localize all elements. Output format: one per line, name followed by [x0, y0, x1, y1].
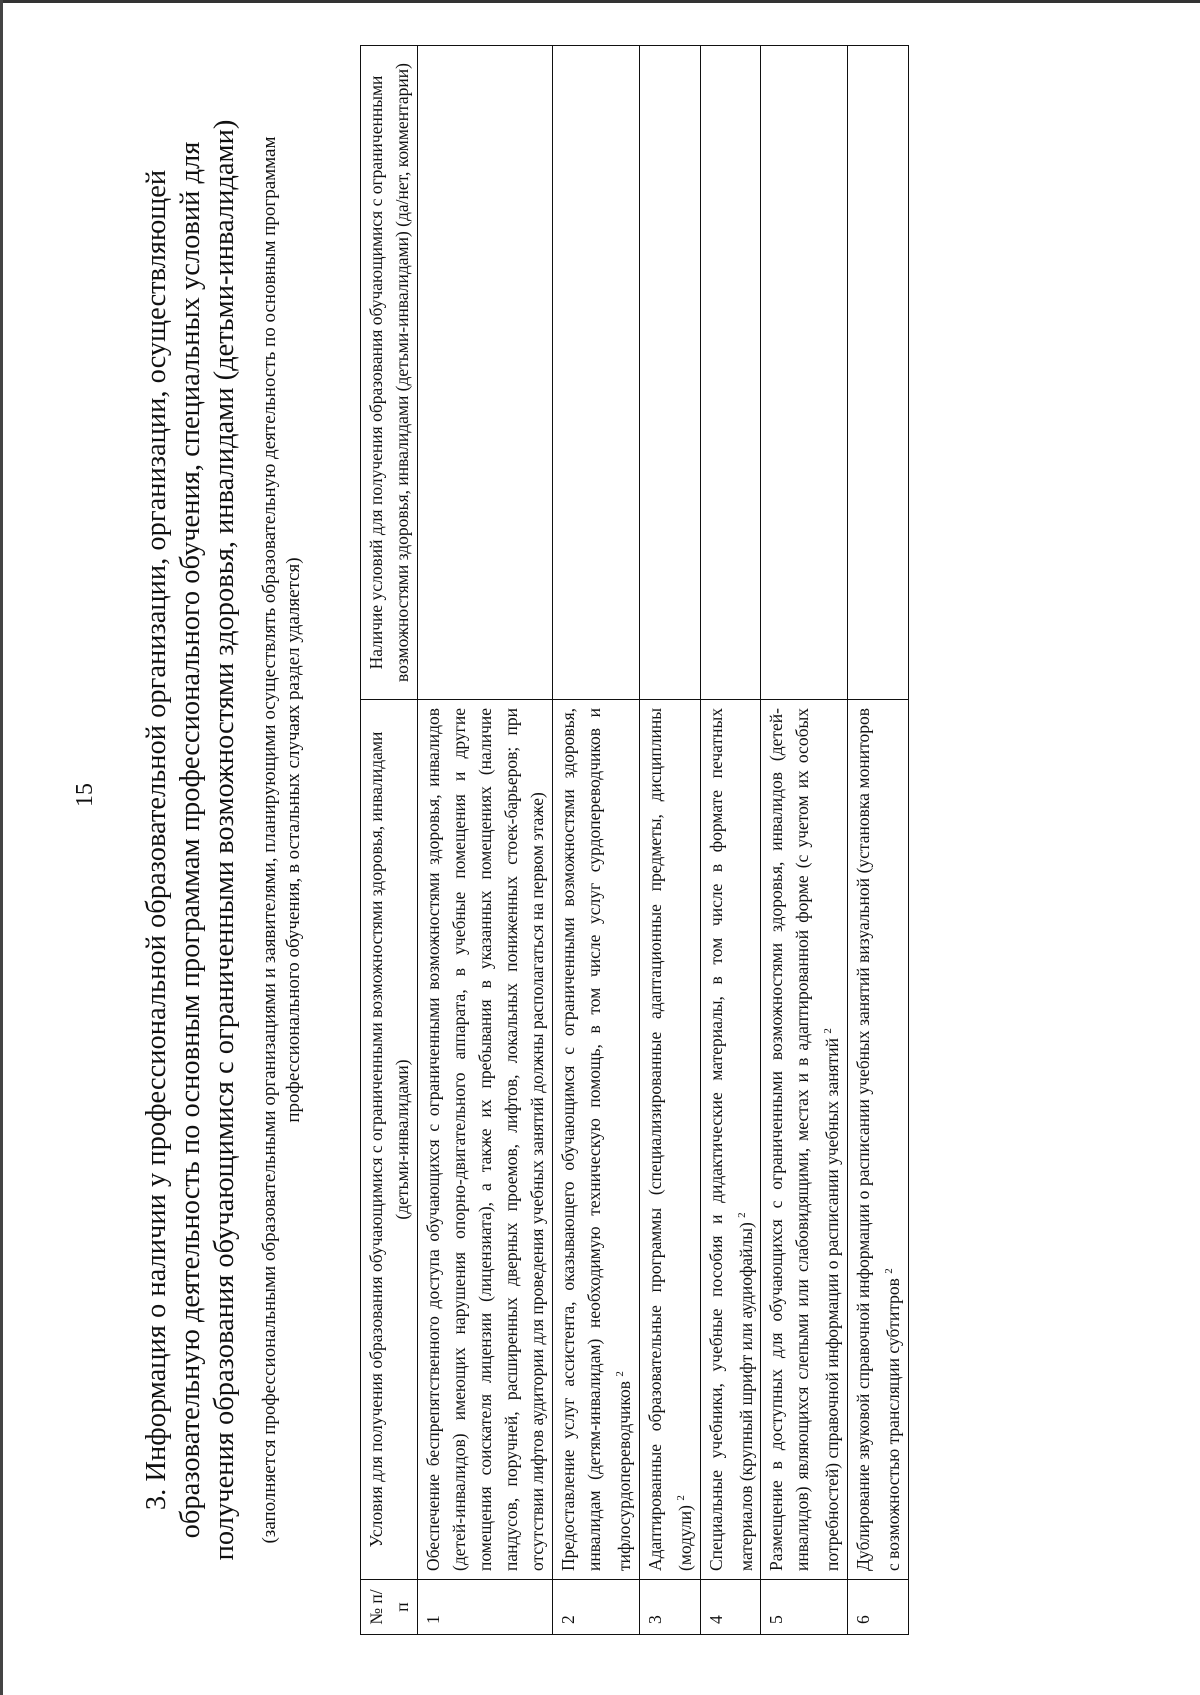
- row-number: 4: [700, 1580, 761, 1635]
- row-number: 5: [761, 1580, 848, 1635]
- row-condition: [553, 700, 640, 1580]
- scan-edge-left: [0, 0, 3, 1695]
- condition-text: Дублирование звуковой справочной информации о расписании учебных занятий визуальной (установка мониторов с возможностью трансляции субтитров: [853, 708, 904, 1571]
- table-row: [700, 46, 761, 1635]
- row-availability: [418, 46, 553, 700]
- row-availability: [761, 46, 848, 700]
- row-availability: [848, 46, 909, 700]
- scan-edge-top: [0, 0, 1200, 3]
- rotated-page-content: [140, 45, 1190, 1635]
- table-row: [553, 46, 640, 1635]
- table-row: [848, 46, 909, 1635]
- table-row: [639, 46, 700, 1635]
- condition-text: Размещение в доступных для обучающихся с ограниченными возможностями здоровья, инвалидов (детей-инвалидов) являющихся слепыми или слабовидящими, местах и в адаптированной форме (с учетом их особых потребностей) справочной информации о расписании учебных занятий: [766, 708, 843, 1571]
- table-header-row: [361, 46, 418, 1635]
- row-availability: [553, 46, 640, 700]
- row-condition: [700, 700, 761, 1580]
- condition-text: Специальные учебники, учебные пособия и дидактические материалы, в том числе в формате печатных материалов (крупный шрифт или аудиофайлы): [705, 708, 756, 1571]
- header-number: № п/п: [361, 1580, 418, 1635]
- row-number: 3: [639, 1580, 700, 1635]
- section-subtitle: (заполняется профессиональными образовательными организациями и заявителями, планирующими осуществлять образовательную деятельность по основным программам профессионального обучения, в остальных случаях раздел удаляется): [259, 136, 304, 1544]
- section-title: 3. Информация о наличии у профессиональной образовательной организации, организации, осуществляющей образовательную деятельность по основным программам профессионального обучения, специальных условий для получения образования обучающимися с ограниченными возможностями здоровья, инвалидами (детьми-инвалидами): [141, 119, 240, 1561]
- row-availability: [639, 46, 700, 700]
- page-number: 15: [72, 783, 98, 807]
- row-condition: [848, 700, 909, 1580]
- footnote-mark: 2: [674, 1495, 687, 1501]
- table-row: [418, 46, 553, 1635]
- header-availability: Наличие условий для получения образования обучающимися с ограниченными возможностями здоровья, инвалидами (детьми-инвалидами) (да/нет, комментарии): [361, 46, 418, 700]
- row-number: 2: [553, 1580, 640, 1635]
- footnote-mark: 2: [822, 1028, 835, 1034]
- footnote-mark: 2: [735, 1212, 748, 1218]
- table-row: [761, 46, 848, 1635]
- condition-text: Адаптированные образовательные программы (специализированные адаптационные предметы, дисциплины (модули): [644, 708, 695, 1571]
- header-conditions: Условия для получения образования обучающимися с ограниченными возможностями здоровья, инвалидами (детьми-инвалидами): [361, 700, 418, 1580]
- row-number: 6: [848, 1580, 909, 1635]
- condition-text: Предоставление услуг ассистента, оказывающего обучающимся с ограниченными возможностями здоровья, инвалидам (детям-инвалидам) необходимую техническую помощь, в том числе услуг сурдопереводчиков и тифлосурдопереводчиков: [558, 708, 634, 1571]
- condition-text: Обеспечение беспрепятственного доступа обучающихся с ограниченными возможностями здоровья, инвалидов (детей-инвалидов) имеющих нарушения опорно-двигательного аппарата, в учебные помещения и другие помещения соискателя лицензии (лицензиата), а также их пребывания в указанных помещениях (наличие пандусов, поручней, расширенных дверных проемов, лифтов, локальных пониженных стоек-барьеров; при отсутствии лифтов аудитории для проведения учебных занятий должны располагаться на первом этаже): [423, 708, 547, 1571]
- row-availability: [700, 46, 761, 700]
- footnote-mark: 2: [883, 1268, 896, 1274]
- row-condition: [639, 700, 700, 1580]
- row-condition: [761, 700, 848, 1580]
- conditions-table: [360, 45, 909, 1635]
- row-number: 1: [418, 1580, 553, 1635]
- footnote-mark: 2: [614, 1371, 626, 1377]
- row-condition: [418, 700, 553, 1580]
